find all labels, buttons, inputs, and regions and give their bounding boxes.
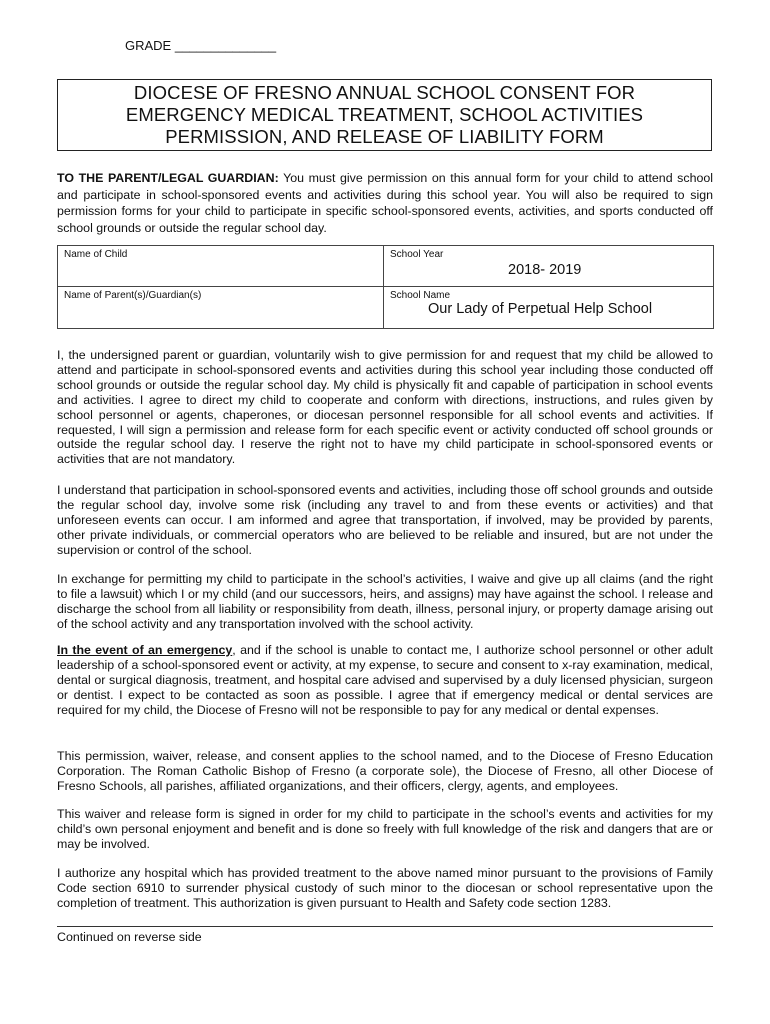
- intro-paragraph: [57, 170, 713, 236]
- emergency-lead: In the event of an emergency: [57, 643, 233, 657]
- footer-divider: [57, 926, 713, 927]
- intro-lead: TO THE PARENT/LEGAL GUARDIAN:: [57, 171, 279, 185]
- child-name-cell[interactable]: [58, 246, 384, 287]
- grade-field[interactable]: GRADE ______________: [125, 38, 277, 53]
- school-name-label: School Name: [390, 290, 451, 301]
- form-title-box: [57, 79, 712, 151]
- school-name-cell[interactable]: [384, 287, 714, 329]
- risk-paragraph: I understand that participation in school-sponsored events and activities, including those off school grounds and outside the regular school day, involve some risk (including any travel to and from these events or activities) and that unforeseen events can occur. I am informed and agree that transportation, if involved, may be provided by parents, other private individuals, or commercial operators who are believed to be reliable and insured, but are not under the supervision or control of the school.: [57, 483, 713, 557]
- school-year-cell[interactable]: [384, 246, 714, 287]
- parent-name-label: Name of Parent(s)/Guardian(s): [64, 290, 202, 301]
- voluntary-paragraph: This waiver and release form is signed in order for my child to participate in the school’s events and activities for my child’s own personal enjoyment and benefit and is done so freely with full knowledge of the risk and dangers that are or may be involved.: [57, 807, 713, 851]
- school-year-label: School Year: [390, 249, 444, 260]
- form-title-line-2: EMERGENCY MEDICAL TREATMENT, SCHOOL ACTIVITIES: [125, 104, 644, 125]
- emergency-text: , and if the school is unable to contact me, I authorize school personnel or other adult leadership of a school-sponsored event or activity, at my expense, to secure and consent to x-ray examination, medical, dental or surgical diagnosis, treatment, and hospital care advised and supervised by a duly licensed physician, surgeon or dentist. I expect to be contacted as soon as possible. I agree that if emergency medical or dental services are required for my child, the Diocese of Fresno will not be responsible to pay for any medical or dental expenses.: [57, 643, 714, 717]
- school-year-value[interactable]: 2018- 2019: [508, 262, 582, 278]
- form-title-line-3: PERMISSION, AND RELEASE OF LIABILITY FORM: [165, 126, 604, 147]
- continued-note: Continued on reverse side: [57, 930, 202, 944]
- form-title-line-1: DIOCESE OF FRESNO ANNUAL SCHOOL CONSENT FOR: [133, 82, 636, 103]
- hospital-paragraph: I authorize any hospital which has provided treatment to the above named minor pursuant to the provisions of Family Code section 6910 to surrender physical custody of such minor to the diocesan or school representative upon the completion of treatment. This authorization is given pursuant to Health and Safety code section 1283.: [57, 866, 713, 910]
- emergency-paragraph: [57, 643, 713, 718]
- waiver-paragraph: In exchange for permitting my child to participate in the school’s activities, I waive and give up all claims (and the right to file a lawsuit) which I or my child (and our successors, heirs, and assigns) may have against the school. I release and discharge the school from all liability or responsibility from death, illness, personal injury, or property damage arising out of the school activity and any transportation involved with the school activity.: [57, 572, 713, 631]
- scope-paragraph: This permission, waiver, release, and consent applies to the school named, and to the Diocese of Fresno Education Corporation. The Roman Catholic Bishop of Fresno (a corporate sole), the Diocese of Fresno, all other Diocese of Fresno Schools, all parishes, affiliated organizations, and their officers, clergy, agents, and employees.: [57, 749, 713, 793]
- info-table: [57, 245, 714, 329]
- parent-name-cell[interactable]: [58, 287, 384, 329]
- child-name-label: Name of Child: [64, 249, 128, 260]
- intro-text: You must give permission on this annual form for your child to attend school and participate in school-sponsored events and activities during this school year. You will also be required to sign permission forms for your child to participate in specific school-sponsored events, activities, and sports conducted off school grounds or outside the regular school day.: [57, 171, 713, 235]
- school-name-value[interactable]: Our Lady of Perpetual Help School: [428, 301, 653, 317]
- consent-paragraph: I, the undersigned parent or guardian, voluntarily wish to give permission for and request that my child be allowed to attend and participate in school-sponsored events and activities during this school year including those conducted off school grounds or outside the regular school day. My child is physically fit and capable of participation in school events and activities. I agree to direct my child to cooperate and conform with directions, instructions, and rules given by school personnel or agents, chaperones, or diocesan personnel responsible for all school events and activities. If requested, I will sign a permission and release form for each specific event or activity conducted off school grounds or outside the regular school day. I reserve the right not to have my child participate in school-sponsored events or activities that are not mandatory.: [57, 348, 713, 467]
